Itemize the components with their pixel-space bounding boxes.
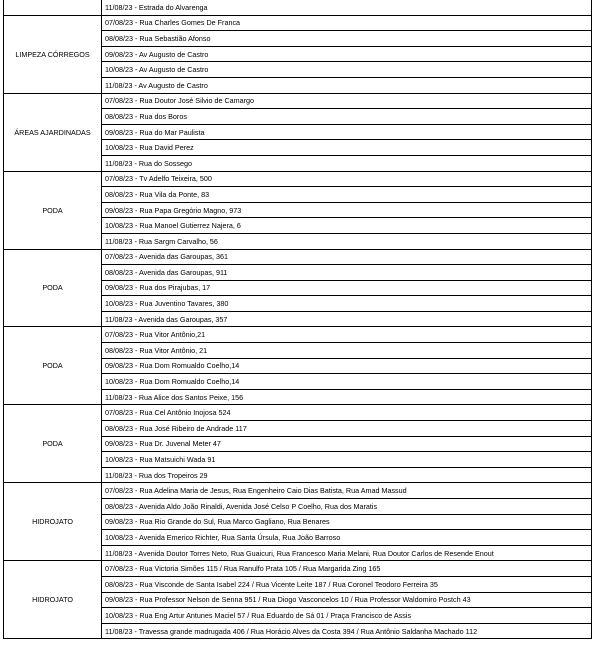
entry-cell: 11/08/23 - Rua do Sossego	[102, 155, 592, 171]
entry-cell: 08/08/23 - Rua Vitor Antônio, 21	[102, 343, 592, 359]
entry-cell: 08/08/23 - Avenida Aldo João Rinaldi, Avenida José Celso P Coelho, Rua dos Maratis	[102, 499, 592, 515]
entry-cell: 10/08/23 - Rua Manoel Gutierrez Najera, 6	[102, 218, 592, 234]
entry-cell: 10/08/23 - Rua David Perez	[102, 140, 592, 156]
entry-cell: 08/08/23 - Avenida das Garoupas, 911	[102, 265, 592, 281]
entry-cell: 11/08/23 - Avenida Doutor Torres Neto, Rua Guaicuri, Rua Francesco Maria Melani, Rua Doutor Carlos de Resende Enout	[102, 545, 592, 561]
table-row	[4, 483, 592, 499]
entry-cell: 10/08/23 - Avenida Emerico Richter, Rua Santa Úrsula, Rua João Barroso	[102, 530, 592, 546]
entry-cell: 11/08/23 - Rua Sargm Carvalho, 56	[102, 233, 592, 249]
entry-cell: 10/08/23 - Rua Dom Romualdo Coelho,14	[102, 374, 592, 390]
entry-cell: 10/08/23 - Rua Juventino Tavares, 380	[102, 296, 592, 312]
entry-cell: 07/08/23 - Rua Cel Antônio Inojosa 524	[102, 405, 592, 421]
entry-cell: 11/08/23 - Rua dos Tropeiros 29	[102, 467, 592, 483]
entry-cell: 07/08/23 - Rua Doutor José Silvio de Camargo	[102, 93, 592, 109]
table-row	[4, 249, 592, 265]
entry-cell: 08/08/23 - Rua José Ribeiro de Andrade 117	[102, 421, 592, 437]
table-row	[4, 93, 592, 109]
category-cell: PODA	[4, 249, 102, 327]
entry-cell: 07/08/23 - Rua Charles Gomes De Franca	[102, 15, 592, 31]
entry-cell: 09/08/23 - Rua dos Pirajubas, 17	[102, 280, 592, 296]
entry-cell: 11/08/23 - Avenida das Garoupas, 357	[102, 311, 592, 327]
category-cell: PODA	[4, 327, 102, 405]
entry-cell: 09/08/23 - Rua Professor Nelson de Senna 951 / Rua Diogo Vasconcelos 10 / Rua Professor Waldomiro Postch 43	[102, 592, 592, 608]
table-row	[4, 171, 592, 187]
category-cell: LIMPEZA CÓRREGOS	[4, 15, 102, 93]
entry-cell: 10/08/23 - Rua Eng Artur Antunes Maciel 57 / Rua Eduardo de Sá 01 / Praça Francisco de Assis	[102, 608, 592, 624]
entry-cell: 11/08/23 - Travessa grande madrugada 406 / Rua Horácio Alves da Costa 394 / Rua Antônio Saldanha Machado 112	[102, 623, 592, 639]
category-cell: PODA	[4, 405, 102, 483]
category-cell: PODA	[4, 171, 102, 249]
category-cell: ÁREAS AJARDINADAS	[4, 93, 102, 171]
entry-cell: 07/08/23 - Rua Victoria Simões 115 / Rua Ranulfo Prata 105 / Rua Margarida Zing 165	[102, 561, 592, 577]
table-row	[4, 327, 592, 343]
entry-cell: 07/08/23 - Rua Adelina Maria de Jesus, Rua Engenheiro Caio Dias Batista, Rua Amad Massud	[102, 483, 592, 499]
table-row	[4, 405, 592, 421]
entry-cell: 10/08/23 - Av Augusto de Castro	[102, 62, 592, 78]
category-cell: HIDROJATO	[4, 483, 102, 561]
entry-cell: 09/08/23 - Rua Dom Romualdo Coelho,14	[102, 358, 592, 374]
entry-cell: 07/08/23 - Tv Adelfo Teixeira, 500	[102, 171, 592, 187]
entry-cell: 09/08/23 - Rua do Mar Paulista	[102, 124, 592, 140]
entry-cell: 11/08/23 - Estrada do Alvarenga	[102, 0, 592, 15]
category-cell	[4, 0, 102, 15]
entry-cell: 09/08/23 - Rua Dr. Juvenal Meter 47	[102, 436, 592, 452]
schedule-table	[3, 0, 592, 639]
entry-cell: 09/08/23 - Rua Rio Grande do Sul, Rua Marco Gagliano, Rua Benares	[102, 514, 592, 530]
schedule-body	[4, 0, 592, 639]
entry-cell: 08/08/23 - Rua Vila da Ponte, 83	[102, 187, 592, 203]
entry-cell: 07/08/23 - Rua Vitor Antônio,21	[102, 327, 592, 343]
entry-cell: 08/08/23 - Rua dos Boros	[102, 109, 592, 125]
entry-cell: 10/08/23 - Rua Matsuichi Wada 91	[102, 452, 592, 468]
table-row	[4, 0, 592, 15]
entry-cell: 08/08/23 - Rua Sebastião Afonso	[102, 31, 592, 47]
category-cell: HIDROJATO	[4, 561, 102, 639]
entry-cell: 07/08/23 - Avenida das Garoupas, 361	[102, 249, 592, 265]
entry-cell: 09/08/23 - Rua Papa Gregório Magno, 973	[102, 202, 592, 218]
table-row	[4, 15, 592, 31]
entry-cell: 11/08/23 - Rua Alice dos Santos Peixe, 156	[102, 389, 592, 405]
entry-cell: 09/08/23 - Av Augusto de Castro	[102, 46, 592, 62]
entry-cell: 11/08/23 - Av Augusto de Castro	[102, 77, 592, 93]
entry-cell: 08/08/23 - Rua Visconde de Santa Isabel 224 / Rua Vicente Leite 187 / Rua Coronel Teodoro Ferreira 35	[102, 576, 592, 592]
table-row	[4, 561, 592, 577]
